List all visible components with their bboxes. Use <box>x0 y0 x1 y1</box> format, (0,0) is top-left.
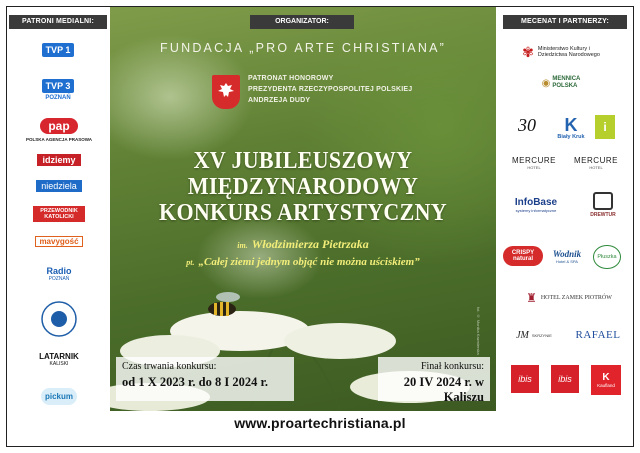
tvp1-logo[interactable]: TVP 1 <box>35 41 81 59</box>
contest-duration-box <box>116 357 294 401</box>
duration-label: Czas trwania konkursu: <box>122 361 217 372</box>
infobase-logo[interactable]: InfoBase systemy informatyczne <box>514 197 558 213</box>
anniversary-30-logo[interactable]: 30 <box>518 114 536 135</box>
rafael-logo[interactable]: RAFAEL <box>575 329 621 341</box>
photo-credit: fot. © Monika Kazmierska <box>476 307 481 355</box>
ibis-2-logo[interactable]: ibis <box>551 365 579 393</box>
eagle-icon <box>216 81 236 103</box>
contest-poster <box>110 7 496 411</box>
organizer-label: ORGANIZATOR: <box>250 15 354 29</box>
sponsors-column <box>497 7 633 411</box>
tvp3-logo[interactable]: TVP 3 POZNAŃ <box>35 75 81 105</box>
kruk-k-icon: K <box>564 115 578 135</box>
gosc-logo[interactable]: mavygość <box>37 234 81 248</box>
final-label: Finał konkursu: <box>420 361 484 372</box>
title-line-1: XV JUBILEUSZOWY <box>193 145 413 174</box>
website-url[interactable]: www.proartechristiana.pl <box>234 415 406 431</box>
pickum-logo[interactable]: pickum <box>39 385 79 407</box>
duration-value: od 1 X 2023 r. do 8 I 2024 r. <box>122 375 268 389</box>
media-patrons-column <box>7 7 109 411</box>
mercure-2-logo[interactable]: MERCURE HOTEL <box>574 156 618 170</box>
media-patrons-header: PATRONI MEDIALNI: <box>9 15 107 29</box>
jm-monogram-icon: JM <box>516 329 529 341</box>
yellow-info-logo[interactable]: i <box>595 115 615 139</box>
final-value: 20 IV 2024 r. w Kaliszu <box>403 375 484 404</box>
ibis-1-logo[interactable]: ibis <box>511 365 539 393</box>
radio-dobra-nowina-icon <box>40 300 78 338</box>
dedication: im. Włodzimierza Pietrzaka <box>237 237 369 251</box>
castle-icon: ♜ <box>526 291 537 305</box>
contest-final-box <box>378 357 490 404</box>
pap-logo[interactable]: pap POLSKA AGENCJA PRASOWA <box>25 119 92 142</box>
pluszka-logo[interactable]: Płuszka <box>589 243 625 271</box>
bialy-kruk-logo[interactable]: K Biały Kruk <box>557 115 585 140</box>
mennica-polska-logo[interactable]: ◉ MENNICA POLSKA <box>541 76 581 89</box>
hotel-zamek-logo[interactable]: ♜ HOTEL ZAMEK PIOTRÓW <box>526 291 612 305</box>
latarnik-kaliski-logo[interactable]: LATARNIK KALISKI <box>39 351 79 367</box>
niedziela-logo[interactable]: niedziela <box>31 179 87 193</box>
kaufland-logo[interactable]: K Kaufland <box>591 365 621 395</box>
ministerstwo-logo[interactable]: ✾ Ministerstwo Kultury i Dziedzictwa Narodowego <box>522 43 600 60</box>
przewodnik-katolicki-logo[interactable]: PRZEWODNIK KATOLICKI <box>31 205 87 223</box>
radio-dobra-nowina-logo[interactable] <box>39 299 79 339</box>
drewtur-icon <box>593 192 613 210</box>
mennica-coin-icon: ◉ <box>541 77 551 89</box>
crispy-natural-logo[interactable]: CRISPY natural <box>503 243 543 269</box>
title-line-3: KONKURS ARTYSTYCZNY <box>159 197 447 226</box>
wodnik-logo[interactable]: Wodnik Hotel & SPA <box>552 248 582 264</box>
jagodowa-logo[interactable]: JM SKRZYNIE <box>516 329 552 341</box>
motto: pt. „Całej ziemi jednym objąć nie można uściskiem” <box>186 256 420 268</box>
mercure-1-logo[interactable]: MERCURE HOTEL <box>512 156 556 170</box>
honorary-patronage: PATRONAT HONOROWY PREZYDENTA RZECZYPOSPOLITEJ POLSKIEJ ANDRZEJA DUDY <box>248 75 413 104</box>
title-line-2: MIĘDZYNARODOWY <box>187 171 419 200</box>
sponsors-header: MECENAT I PARTNERZY: <box>503 15 627 29</box>
drewtur-logo[interactable]: DREWTUR <box>583 187 623 223</box>
radio-poznan-logo[interactable]: Radio POZNAŃ <box>46 266 72 282</box>
foundation-name: FUNDACJA „PRO ARTE CHRISTIANA” <box>160 41 446 55</box>
polish-eagle-emblem <box>212 75 240 109</box>
ministry-emblem-icon: ✾ <box>522 43 534 60</box>
kaufland-k-icon: K <box>602 372 610 383</box>
idziemy-logo[interactable]: idziemy <box>31 153 87 167</box>
